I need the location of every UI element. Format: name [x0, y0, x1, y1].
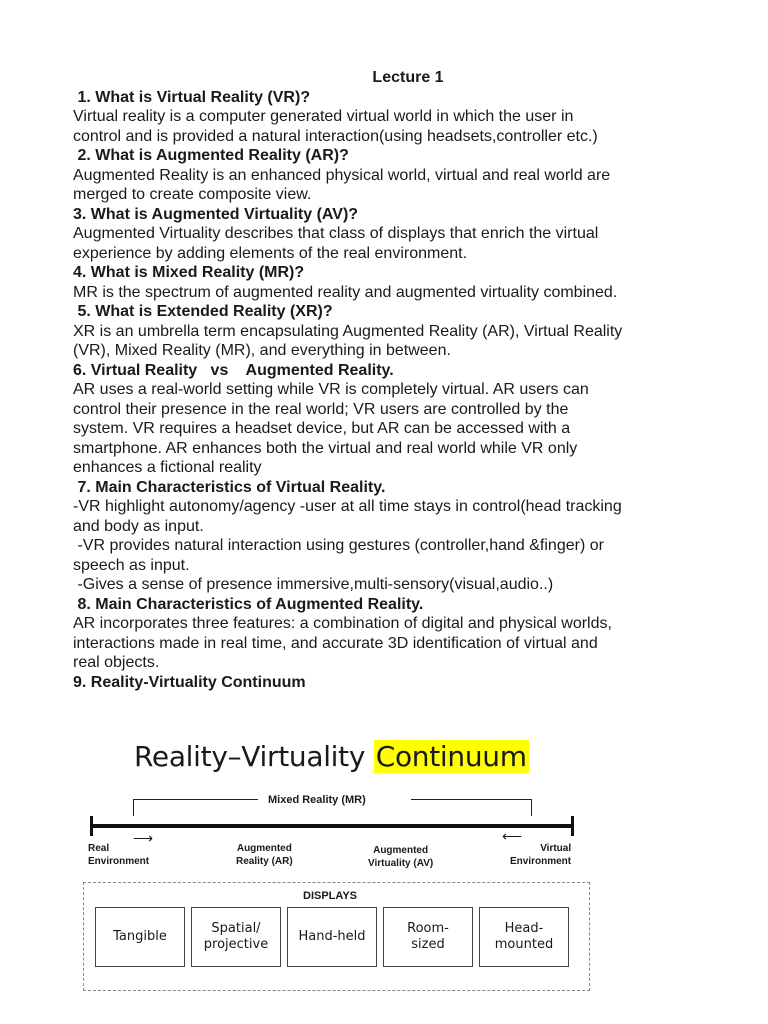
section-heading: 9. Reality-Virtuality Continuum — [73, 673, 306, 691]
axis-label-av-line1: Augmented — [373, 845, 429, 856]
mr-bracket-left — [133, 799, 258, 816]
section-heading: 7. Main Characteristics of Virtual Reality. — [73, 478, 386, 496]
section-text-line: -VR provides natural interaction using gestures (controller,hand &finger) or — [73, 537, 604, 554]
arrow-left-icon: ⟵ — [502, 828, 523, 844]
section-heading: 6. Virtual Reality vs Augmented Reality. — [73, 361, 394, 379]
section-text-line: control and is provided a natural interaction(using headsets,controller etc.) — [73, 127, 598, 145]
section-text-line: Augmented Reality is an enhanced physical world, virtual and real world are — [73, 166, 611, 184]
section-text-line: XR is an umbrella term encapsulating Augmented Reality (AR), Virtual Reality — [73, 322, 623, 340]
axis-label-real-line1: Real — [88, 843, 110, 854]
display-box: Head- mounted — [479, 907, 569, 967]
section-text-line: (VR), Mixed Reality (MR), and everything in between. — [73, 342, 451, 359]
axis-label-ar — [236, 842, 293, 868]
display-box: Spatial/ projective — [191, 907, 281, 967]
display-box: Tangible — [95, 907, 185, 967]
page-title: Lecture 1 — [372, 69, 444, 86]
axis-label-virtual — [510, 842, 571, 868]
section-heading: 1. What is Virtual Reality (VR)? — [73, 88, 311, 106]
axis-label-real-line2: Environment — [88, 856, 150, 867]
axis-label-av-line2: Virtuality (AV) — [368, 858, 434, 869]
section-heading: 4. What is Mixed Reality (MR)? — [73, 264, 305, 281]
continuum-diagram — [78, 722, 598, 1022]
sections-container — [73, 88, 713, 693]
arrow-right-icon: ⟶ — [133, 830, 154, 846]
axis-label-virtual-line1: Virtual — [540, 843, 572, 854]
axis-label-ar-line1: Augmented — [236, 843, 292, 854]
section-text-line: smartphone. AR enhances both the virtual and real world while VR only — [73, 439, 578, 457]
section-text-line: -Gives a sense of presence immersive,multi-sensory(visual,audio..) — [73, 576, 554, 593]
section-text-line: enhances a fictional reality — [73, 459, 262, 476]
section-text-line: real objects. — [73, 654, 160, 671]
axis-label-av — [368, 844, 433, 870]
axis-label-real — [88, 842, 149, 868]
display-box: Room- sized — [383, 907, 473, 967]
section-text-line: and body as input. — [73, 517, 204, 535]
diagram-title-highlight: Continuum — [375, 740, 527, 773]
axis-label-virtual-line2: Environment — [510, 856, 572, 867]
section-text-line: MR is the spectrum of augmented reality and augmented virtuality combined. — [73, 283, 618, 301]
section-text-line: control their presence in the real world; VR users are controlled by the — [73, 400, 569, 418]
display-box: Hand-held — [287, 907, 377, 967]
section-text-line: AR incorporates three features: a combination of digital and physical worlds, — [73, 615, 612, 632]
diagram-title — [134, 740, 529, 773]
mr-bracket-right — [411, 799, 532, 816]
section-text-line: interactions made in real time, and accurate 3D identification of virtual and — [73, 634, 598, 652]
mixed-reality-label: Mixed Reality (MR) — [268, 794, 366, 806]
section-text-line: Virtual reality is a computer generated virtual world in which the user in — [73, 108, 574, 125]
section-text-line: system. VR requires a headset device, but AR can be accessed with a — [73, 420, 571, 437]
document-body — [73, 68, 713, 692]
section-text-line: experience by adding elements of the real environment. — [73, 244, 468, 262]
displays-label: DISPLAYS — [303, 890, 358, 902]
diagram-title-main: Reality–Virtuality — [134, 740, 374, 773]
section-text-line: speech as input. — [73, 556, 190, 574]
section-text-line: merged to create composite view. — [73, 186, 312, 203]
section-text-line: -VR highlight autonomy/agency -user at all time stays in control(head tracking — [73, 498, 622, 515]
section-heading: 5. What is Extended Reality (XR)? — [73, 303, 333, 320]
section-heading: 8. Main Characteristics of Augmented Reality. — [73, 595, 424, 613]
axis-cap-left — [90, 816, 93, 836]
axis-cap-right — [571, 816, 574, 836]
section-heading: 3. What is Augmented Virtuality (AV)? — [73, 205, 359, 223]
section-text-line: Augmented Virtuality describes that class of displays that enrich the virtual — [73, 225, 599, 242]
section-text-line: AR uses a real-world setting while VR is completely virtual. AR users can — [73, 381, 589, 398]
section-heading: 2. What is Augmented Reality (AR)? — [73, 147, 349, 164]
axis-label-ar-line2: Reality (AR) — [236, 856, 293, 867]
